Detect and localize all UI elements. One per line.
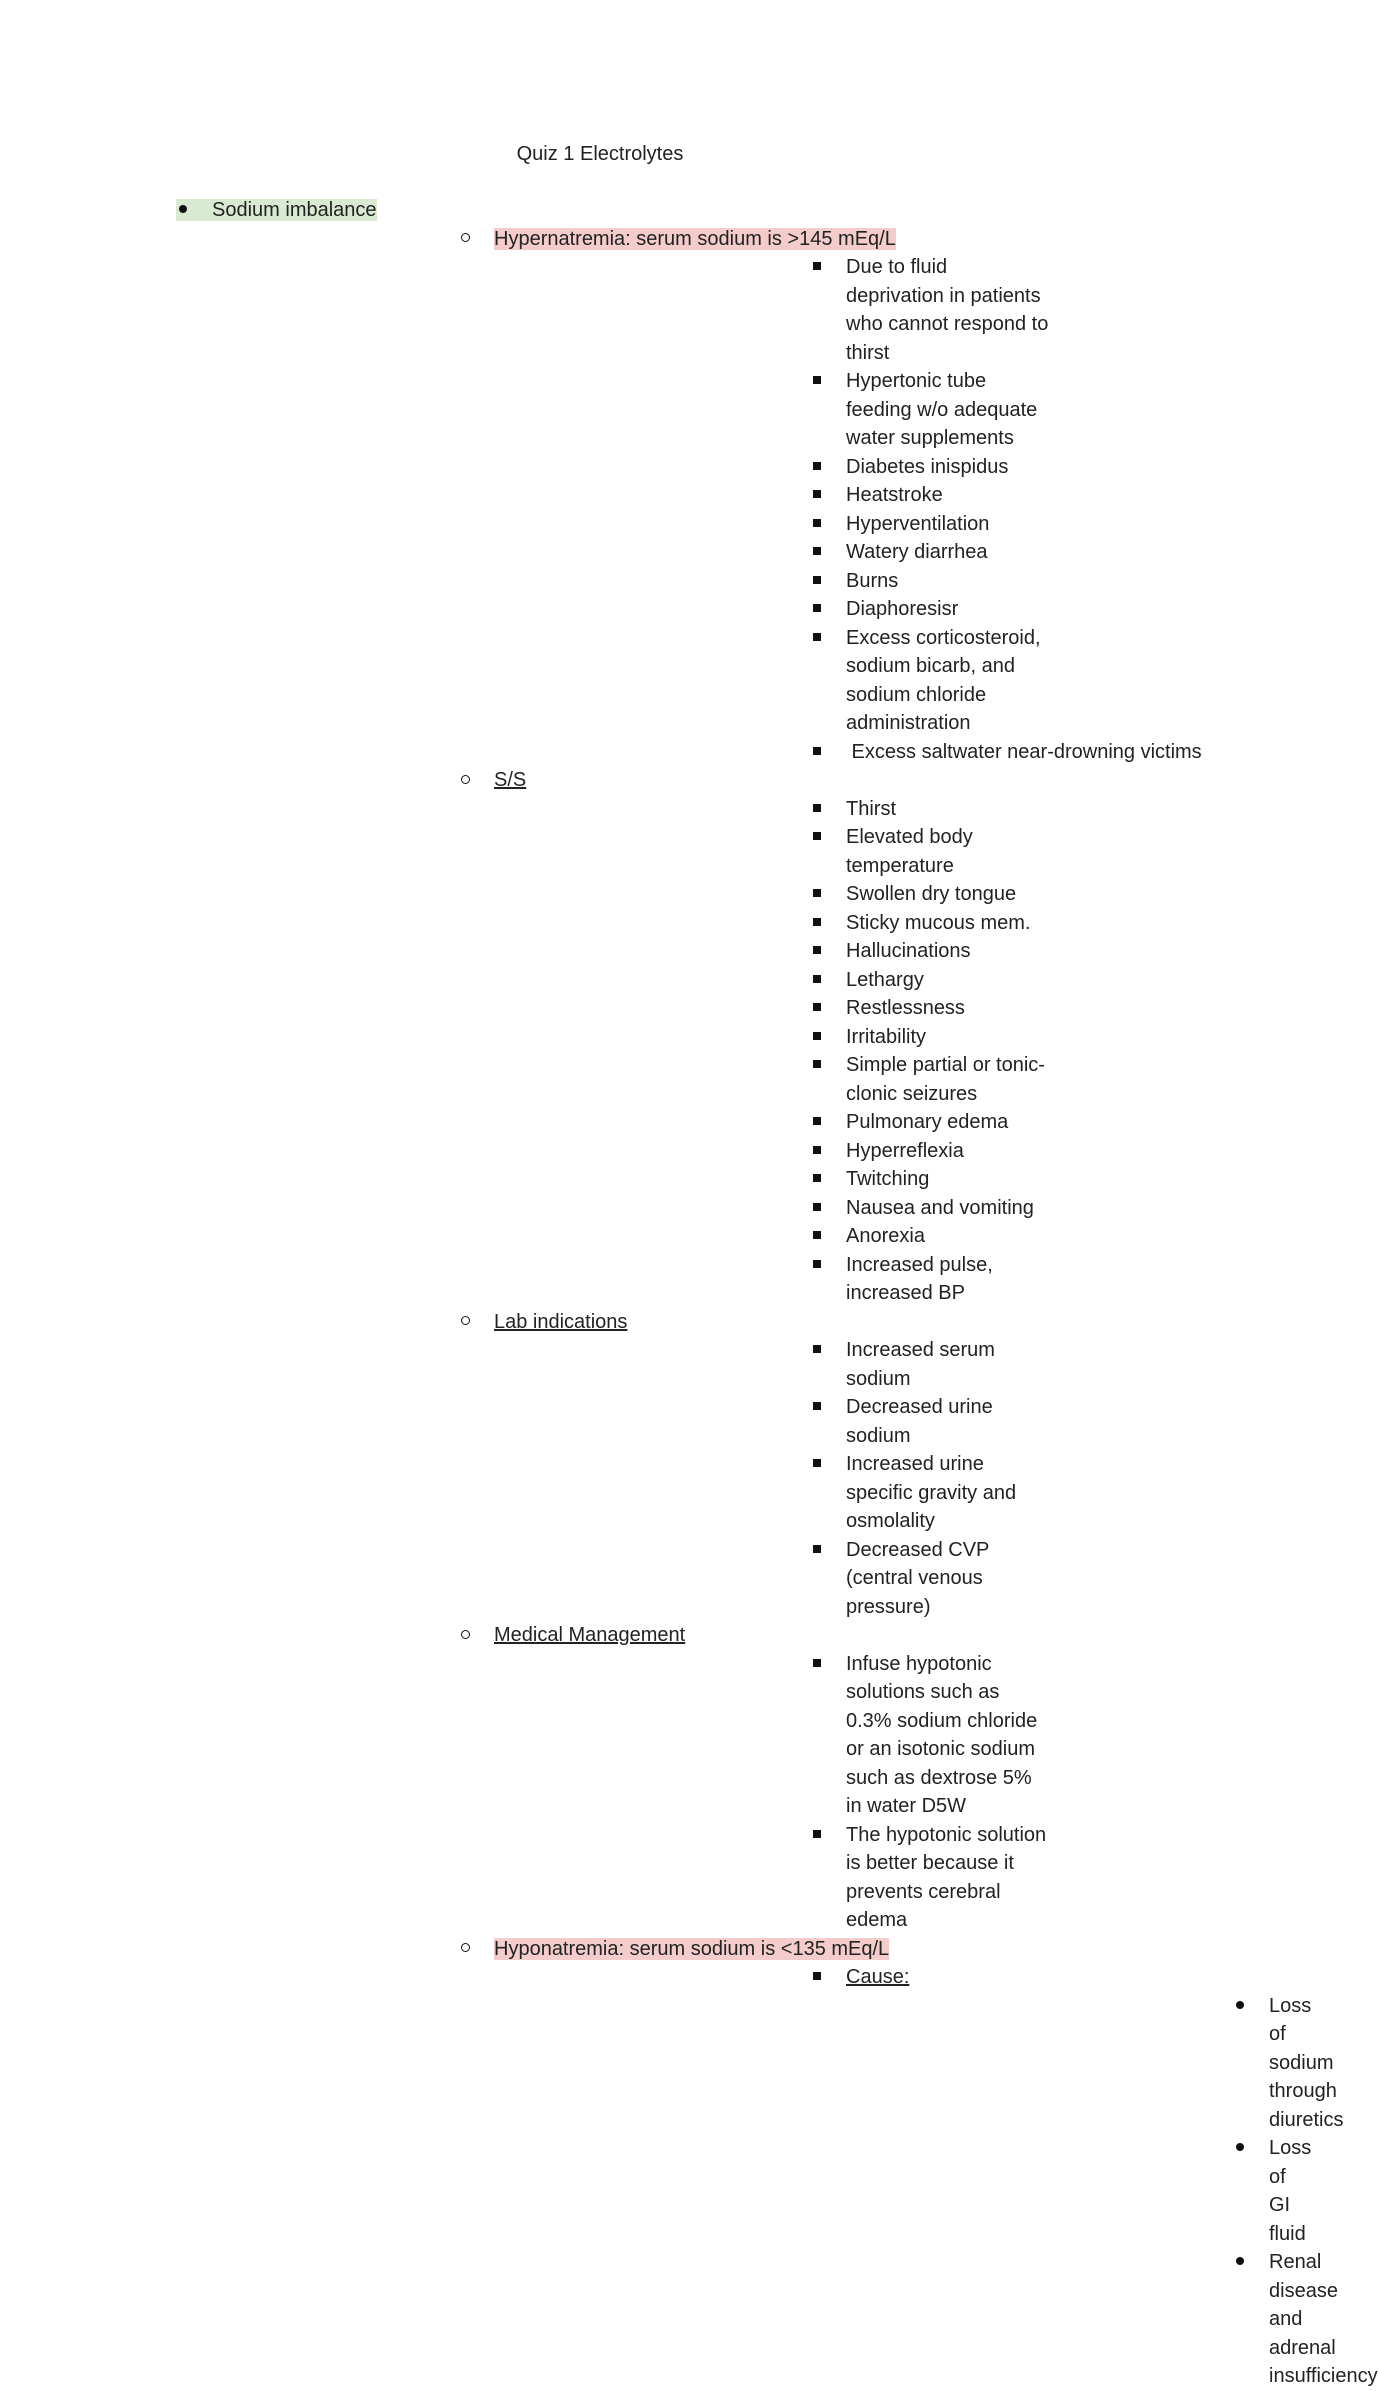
list-item — [494, 1251, 1200, 1308]
cause-heading: Cause: — [846, 1966, 910, 1988]
list-item — [494, 538, 1200, 567]
list-item-hypernatremia — [212, 225, 1200, 767]
square-bullet-icon — [807, 1108, 827, 1137]
list-item — [494, 1051, 1200, 1108]
list-item-text: Increased urine specific gravity and osmolality — [846, 1453, 1017, 1532]
list-item — [494, 795, 1200, 824]
square-bullet-icon — [807, 966, 827, 995]
list-item-text: Hyperreflexia — [846, 1139, 964, 1162]
list-item — [494, 453, 1200, 482]
square-bullet-icon — [807, 937, 827, 966]
list-item-hyponatremia — [212, 1935, 1378, 2391]
list-item — [846, 2248, 1378, 2391]
list-item — [846, 2134, 1312, 2248]
square-bullet-icon — [807, 453, 827, 482]
list-item — [494, 738, 1200, 767]
hyponatremia-causes-list — [846, 1992, 1378, 2391]
list-item — [494, 1023, 1200, 1052]
list-item-text: Hypertonic tube feeding w/o adequate water supplements — [846, 370, 1038, 449]
square-bullet-icon — [807, 595, 827, 624]
list-item-text: Twitching — [846, 1168, 930, 1190]
square-bullet-icon — [807, 1536, 827, 1565]
list-item-text: Decreased CVP (central venous pressure) — [846, 1538, 990, 1618]
list-item-text: Due to fluid deprivation in patients who cannot respond to thirst — [846, 256, 1049, 364]
hyponatremia-subtopics-list — [494, 1963, 1378, 2391]
square-bullet-icon — [807, 880, 827, 909]
list-item — [494, 880, 1200, 909]
lab-indications-list — [494, 1336, 1200, 1621]
hyponatremia-heading: Hyponatremia: serum sodium is <135 mEq/L — [494, 1937, 890, 1960]
square-bullet-icon — [807, 1023, 827, 1052]
document-body — [0, 196, 1378, 2391]
list-item — [494, 1336, 1200, 1393]
hypernatremia-causes-list — [494, 253, 1200, 766]
hollow-circle-bullet-icon — [455, 766, 475, 795]
list-item — [494, 1194, 1200, 1223]
list-item — [494, 1137, 1200, 1166]
list-item-text: Hyperventilation — [846, 512, 990, 535]
square-bullet-icon — [807, 1194, 827, 1223]
square-bullet-icon — [807, 1336, 827, 1365]
filled-circle-bullet-icon — [173, 196, 193, 225]
square-bullet-icon — [807, 1222, 827, 1251]
hollow-circle-bullet-icon — [455, 1935, 475, 1964]
filled-circle-bullet-icon — [1230, 2134, 1250, 2163]
list-item-text: Thirst — [846, 797, 896, 820]
list-item — [494, 510, 1200, 539]
square-bullet-icon — [807, 253, 827, 282]
signs-symptoms-heading: S/S — [494, 769, 527, 791]
hollow-circle-bullet-icon — [455, 1308, 475, 1337]
list-item — [494, 966, 1200, 995]
list-item — [494, 624, 1200, 738]
list-item-text: Increased pulse, increased BP — [846, 1253, 993, 1304]
list-item-text: Hallucinations — [846, 940, 971, 962]
square-bullet-icon — [807, 994, 827, 1023]
square-bullet-icon — [807, 1450, 827, 1479]
square-bullet-icon — [807, 1821, 827, 1850]
list-item — [494, 1650, 1200, 1821]
list-item-text: Swollen dry tongue — [846, 883, 1017, 905]
square-bullet-icon — [807, 1251, 827, 1280]
list-item — [494, 367, 1200, 453]
lab-indications-heading: Lab indications — [494, 1310, 628, 1333]
list-item-cause — [494, 1963, 1378, 2391]
list-item — [494, 481, 1200, 510]
list-item-text: Loss of GI fluid — [1269, 2137, 1312, 2245]
list-item — [494, 937, 1200, 966]
list-item-text: Pulmonary edema — [846, 1111, 1009, 1133]
list-item-medical-management — [212, 1621, 1200, 1935]
list-item-text: Diaphoresisr — [846, 598, 959, 620]
square-bullet-icon — [807, 1051, 827, 1080]
square-bullet-icon — [807, 1393, 827, 1422]
hollow-circle-bullet-icon — [455, 1621, 475, 1650]
list-item-text: Burns — [846, 569, 899, 592]
list-item-text: Lethargy — [846, 968, 924, 991]
list-item — [494, 1821, 1200, 1935]
list-item — [494, 595, 1200, 624]
square-bullet-icon — [807, 1650, 827, 1679]
list-item-text: Decreased urine sodium — [846, 1396, 993, 1447]
square-bullet-icon — [807, 795, 827, 824]
list-item-text: Renal disease and adrenal insufficiency — [1269, 2251, 1378, 2387]
signs-symptoms-list — [494, 795, 1200, 1308]
square-bullet-icon — [807, 738, 827, 767]
top-level-list — [0, 196, 1378, 2391]
list-item-text: Nausea and vomiting — [846, 1196, 1034, 1219]
sodium-imbalance-heading: Sodium imbalance — [176, 199, 377, 221]
filled-circle-bullet-icon — [1230, 2248, 1250, 2277]
square-bullet-icon — [807, 567, 827, 596]
list-item — [494, 1108, 1200, 1137]
list-item-text: Sticky mucous mem. — [846, 911, 1031, 934]
list-item-lab-indications — [212, 1308, 1200, 1622]
square-bullet-icon — [807, 624, 827, 653]
list-item-text: Elevated body temperature — [846, 826, 973, 877]
list-item-text: Heatstroke — [846, 484, 943, 506]
list-item-signs-symptoms — [212, 766, 1200, 1308]
list-item-sodium-imbalance — [0, 196, 1378, 2391]
medical-management-heading: Medical Management — [494, 1624, 686, 1646]
square-bullet-icon — [807, 481, 827, 510]
list-item-text: Loss of sodium through diuretics — [1269, 1994, 1344, 2131]
list-item — [494, 253, 1200, 367]
list-item-text: Watery diarrhea — [846, 541, 988, 563]
medical-management-list — [494, 1650, 1200, 1935]
square-bullet-icon — [807, 538, 827, 567]
list-item-text: Irritability — [846, 1025, 927, 1048]
filled-circle-bullet-icon — [1230, 1992, 1250, 2021]
document-title: Quiz 1 Electrolytes — [516, 143, 684, 165]
list-item-text: Infuse hypotonic solutions such as 0.3% sodium chloride or an isotonic sodium such as dextrose 5% in water D5W — [846, 1652, 1038, 1817]
list-item-text: Diabetes inispidus — [846, 455, 1009, 478]
list-item-text: Anorexia — [846, 1225, 925, 1247]
list-item — [494, 567, 1200, 596]
square-bullet-icon — [807, 1165, 827, 1194]
list-item-text: Simple partial or tonic-clonic seizures — [846, 1054, 1045, 1105]
square-bullet-icon — [807, 510, 827, 539]
list-item-text: Excess saltwater near-drowning victims — [846, 740, 1202, 763]
sodium-subtopics-list — [212, 225, 1378, 2391]
square-bullet-icon — [807, 909, 827, 938]
list-item-text: Increased serum sodium — [846, 1339, 995, 1390]
list-item — [494, 823, 1200, 880]
list-item-text: Excess corticosteroid, sodium bicarb, and sodium chloride administration — [846, 626, 1041, 734]
list-item — [494, 1165, 1200, 1194]
list-item — [494, 1450, 1200, 1536]
list-item-text: Restlessness — [846, 997, 965, 1019]
list-item — [494, 994, 1200, 1023]
list-item — [846, 1992, 1344, 2135]
square-bullet-icon — [807, 1963, 827, 1992]
square-bullet-icon — [807, 1137, 827, 1166]
square-bullet-icon — [807, 823, 827, 852]
list-item — [494, 1393, 1200, 1450]
hypernatremia-heading: Hypernatremia: serum sodium is >145 mEq/L — [494, 227, 896, 250]
list-item — [494, 1536, 1200, 1622]
square-bullet-icon — [807, 367, 827, 396]
list-item — [494, 1222, 1200, 1251]
hollow-circle-bullet-icon — [455, 225, 475, 254]
list-item — [494, 909, 1200, 938]
list-item-text: The hypotonic solution is better because it prevents cerebral edema — [846, 1823, 1047, 1931]
